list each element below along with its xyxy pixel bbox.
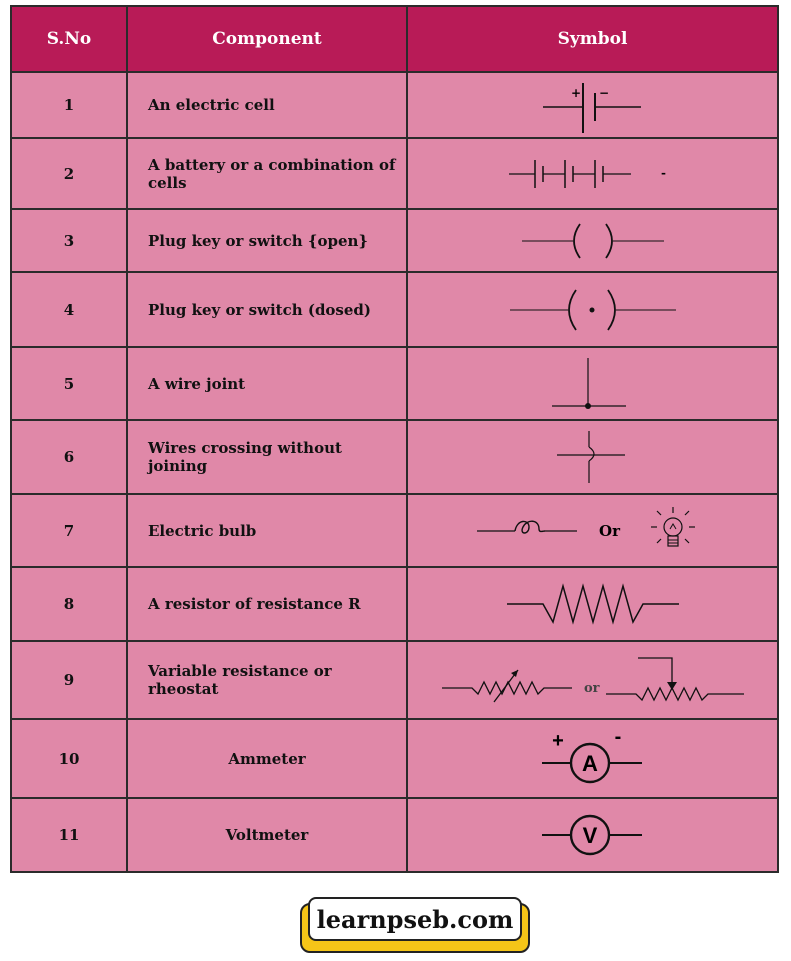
row-component: Ammeter <box>128 720 408 797</box>
symbols-table <box>10 5 779 873</box>
table-header-row <box>12 7 777 71</box>
table-row <box>12 640 777 718</box>
minus-sign: - <box>614 726 621 748</box>
logo-text: learnpseb.com <box>308 897 522 941</box>
table-row <box>12 718 777 797</box>
extra-dash: - <box>660 165 666 180</box>
row-sno: 4 <box>12 273 128 346</box>
row-sno: 8 <box>12 568 128 640</box>
or-label: Or <box>598 521 620 540</box>
symbol-cell <box>408 73 777 137</box>
or-label: or <box>583 681 600 696</box>
plus-sign: + <box>570 86 581 100</box>
row-sno: 2 <box>12 139 128 208</box>
row-component: A resistor of resistance R <box>128 568 408 640</box>
row-component: Voltmeter <box>128 799 408 871</box>
row-sno: 1 <box>12 73 128 137</box>
voltmeter-symbol-icon <box>538 807 648 863</box>
row-sno: 11 <box>12 799 128 871</box>
table-row <box>12 566 777 640</box>
symbol-cell <box>408 642 777 718</box>
symbol-cell <box>408 273 777 346</box>
table-row <box>12 419 777 493</box>
wire-crossing-symbol-icon <box>553 427 633 487</box>
row-sno: 9 <box>12 642 128 718</box>
row-sno: 10 <box>12 720 128 797</box>
electric-bulb-symbol-icon <box>473 499 713 563</box>
symbol-cell <box>408 348 777 419</box>
wire-joint-symbol-icon <box>548 354 638 414</box>
battery-symbol-icon <box>503 154 683 194</box>
plus-sign: + <box>551 729 564 752</box>
row-component: A battery or a combination of cells <box>128 139 408 208</box>
table-row <box>12 493 777 566</box>
table-row <box>12 208 777 271</box>
electric-cell-symbol-icon <box>533 75 653 135</box>
voltmeter-letter: V <box>582 823 597 848</box>
closed-switch-symbol-icon <box>508 282 678 338</box>
row-sno: 6 <box>12 421 128 493</box>
ammeter-symbol-icon <box>538 727 648 791</box>
symbol-cell <box>408 421 777 493</box>
table-row <box>12 346 777 419</box>
ammeter-letter: A <box>581 750 598 776</box>
header-symbol: Symbol <box>557 29 628 49</box>
row-component: Electric bulb <box>128 495 408 566</box>
symbol-cell <box>408 720 777 797</box>
symbol-cell <box>408 568 777 640</box>
row-component: A wire joint <box>128 348 408 419</box>
symbol-cell <box>408 495 777 566</box>
rheostat-symbol-icon <box>438 648 748 712</box>
resistor-symbol-icon <box>503 576 683 632</box>
row-sno: 7 <box>12 495 128 566</box>
symbol-cell <box>408 799 777 871</box>
lightbulb-icon <box>651 507 695 546</box>
table-row <box>12 797 777 871</box>
minus-sign: − <box>598 86 609 100</box>
table-row <box>12 137 777 208</box>
row-sno: 3 <box>12 210 128 271</box>
row-component: Plug key or switch {open} <box>128 210 408 271</box>
row-component: Wires crossing without joining <box>128 421 408 493</box>
header-sno: S.No <box>12 7 128 71</box>
row-component: Variable resistance or rheostat <box>128 642 408 718</box>
table-row <box>12 271 777 346</box>
table-row <box>12 71 777 137</box>
row-component: Plug key or switch (dosed) <box>128 273 408 346</box>
row-sno: 5 <box>12 348 128 419</box>
symbol-cell <box>408 210 777 271</box>
open-switch-symbol-icon <box>518 216 668 266</box>
row-component: An electric cell <box>128 73 408 137</box>
header-component: Component <box>128 7 408 71</box>
symbol-cell <box>408 139 777 208</box>
site-logo <box>300 897 530 953</box>
